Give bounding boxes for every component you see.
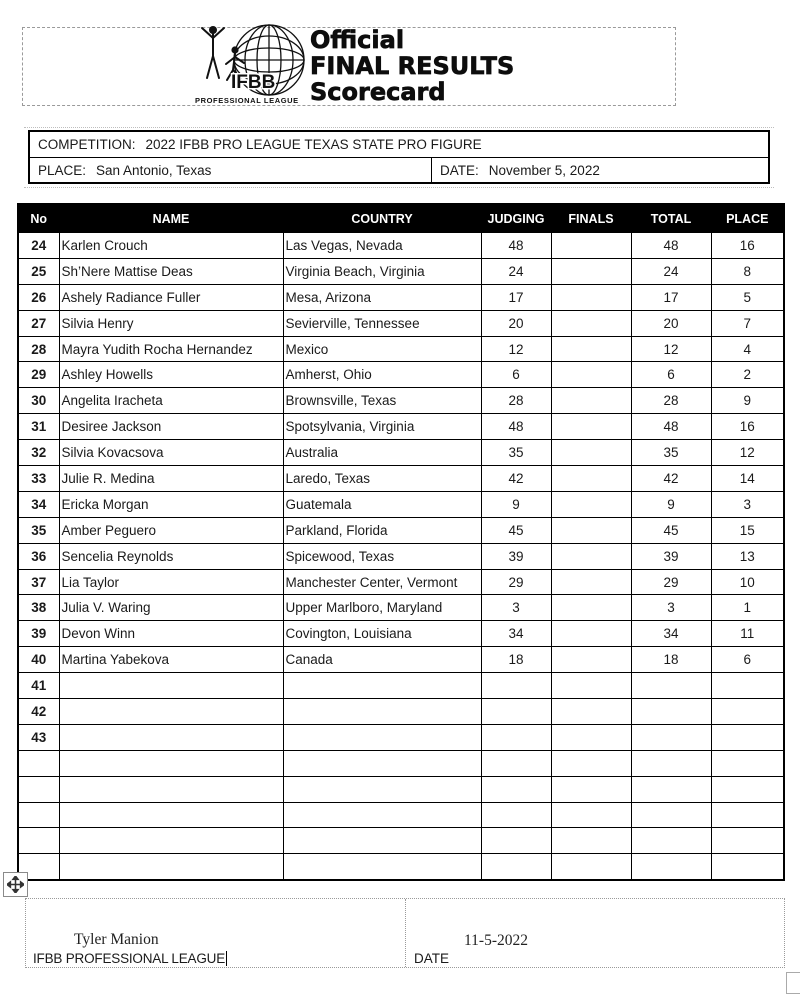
cell-no: 33 <box>18 466 59 492</box>
cell-finals <box>551 543 631 569</box>
cell-country <box>283 802 481 828</box>
cell-finals <box>551 776 631 802</box>
cell-judging: 48 <box>481 414 551 440</box>
cell-total <box>631 724 711 750</box>
cell-judging <box>481 673 551 699</box>
cell-country: Brownsville, Texas <box>283 388 481 414</box>
cell-finals <box>551 854 631 880</box>
cell-finals <box>551 440 631 466</box>
cell-finals <box>551 466 631 492</box>
cell-total: 48 <box>631 233 711 259</box>
cell-name <box>59 802 283 828</box>
cell-finals <box>551 284 631 310</box>
cell-total: 45 <box>631 517 711 543</box>
cell-finals <box>551 647 631 673</box>
cell-place: 10 <box>711 569 784 595</box>
cell-finals <box>551 724 631 750</box>
cell-name: Sh’Nere Mattise Deas <box>59 258 283 284</box>
cell-place <box>711 673 784 699</box>
cell-name <box>59 699 283 725</box>
cell-total: 6 <box>631 362 711 388</box>
footer-date-value: 11-5-2022 <box>464 932 528 949</box>
cell-no: 32 <box>18 440 59 466</box>
cell-judging: 34 <box>481 621 551 647</box>
cell-no <box>18 802 59 828</box>
place-value: San Antonio, Texas <box>96 162 212 178</box>
cell-place <box>711 854 784 880</box>
cell-finals <box>551 802 631 828</box>
title-line-1: Official <box>310 26 405 54</box>
cell-country: Mexico <box>283 336 481 362</box>
cell-total: 29 <box>631 569 711 595</box>
cell-name: Angelita Iracheta <box>59 388 283 414</box>
col-header-finals: FINALS <box>551 204 631 233</box>
cell-place: 5 <box>711 284 784 310</box>
competition-row <box>30 132 768 158</box>
cell-no: 26 <box>18 284 59 310</box>
cell-place <box>711 724 784 750</box>
cell-place: 1 <box>711 595 784 621</box>
cell-name <box>59 828 283 854</box>
table-row <box>18 647 784 673</box>
cell-total: 18 <box>631 647 711 673</box>
cell-judging: 42 <box>481 466 551 492</box>
cell-finals <box>551 621 631 647</box>
cell-total: 3 <box>631 595 711 621</box>
cell-place <box>711 776 784 802</box>
cell-finals <box>551 673 631 699</box>
cell-country: Las Vegas, Nevada <box>283 233 481 259</box>
signature-cell[interactable] <box>26 899 406 967</box>
table-row <box>18 233 784 259</box>
cell-place: 16 <box>711 414 784 440</box>
cell-finals <box>551 336 631 362</box>
cell-judging <box>481 854 551 880</box>
cell-name <box>59 750 283 776</box>
cell-place <box>711 828 784 854</box>
cell-finals <box>551 569 631 595</box>
cell-place: 3 <box>711 491 784 517</box>
cell-judging: 9 <box>481 491 551 517</box>
title-line-2: FINAL RESULTS <box>310 52 515 80</box>
competition-label: COMPETITION: <box>38 137 136 152</box>
cell-country: Spicewood, Texas <box>283 543 481 569</box>
cell-place: 2 <box>711 362 784 388</box>
cell-country: Upper Marlboro, Maryland <box>283 595 481 621</box>
cell-name: Karlen Crouch <box>59 233 283 259</box>
cell-country: Spotsylvania, Virginia <box>283 414 481 440</box>
place-cell <box>30 158 432 182</box>
cell-name: Devon Winn <box>59 621 283 647</box>
cell-total: 34 <box>631 621 711 647</box>
cell-judging <box>481 724 551 750</box>
cell-finals <box>551 414 631 440</box>
date-cell <box>432 158 768 182</box>
cell-name: Sencelia Reynolds <box>59 543 283 569</box>
cell-finals <box>551 699 631 725</box>
cell-name <box>59 724 283 750</box>
cell-name: Silvia Henry <box>59 310 283 336</box>
cell-total: 48 <box>631 414 711 440</box>
cell-total: 28 <box>631 388 711 414</box>
cell-no: 41 <box>18 673 59 699</box>
cell-place: 9 <box>711 388 784 414</box>
move-icon <box>7 876 24 893</box>
cell-no: 38 <box>18 595 59 621</box>
table-row <box>18 388 784 414</box>
cell-name: Ashley Howells <box>59 362 283 388</box>
competition-info-box <box>28 130 770 184</box>
cell-judging: 45 <box>481 517 551 543</box>
cell-judging: 12 <box>481 336 551 362</box>
cell-judging: 28 <box>481 388 551 414</box>
cell-name <box>59 673 283 699</box>
cell-place <box>711 750 784 776</box>
signature-name: Tyler Manion <box>74 931 159 948</box>
cell-no: 29 <box>18 362 59 388</box>
cell-finals <box>551 595 631 621</box>
text-boundary-guide-top <box>24 127 774 128</box>
cell-place: 11 <box>711 621 784 647</box>
cell-finals <box>551 491 631 517</box>
table-move-handle[interactable] <box>3 872 28 897</box>
table-row <box>18 724 784 750</box>
results-table <box>17 203 785 881</box>
cell-total <box>631 802 711 828</box>
cell-no: 43 <box>18 724 59 750</box>
cell-country: Guatemala <box>283 491 481 517</box>
cell-judging <box>481 776 551 802</box>
place-label: PLACE: <box>38 162 87 178</box>
cell-no: 31 <box>18 414 59 440</box>
cell-judging: 35 <box>481 440 551 466</box>
logo-suborg-text: PROFESSIONAL LEAGUE <box>195 96 299 105</box>
table-row <box>18 621 784 647</box>
cell-no: 27 <box>18 310 59 336</box>
cell-total <box>631 828 711 854</box>
cell-place: 12 <box>711 440 784 466</box>
document-title <box>310 27 514 105</box>
text-boundary-guide-bottom <box>24 187 774 188</box>
cell-judging: 18 <box>481 647 551 673</box>
text-cursor <box>226 951 227 966</box>
col-header-no: No <box>18 204 59 233</box>
cell-name: Desiree Jackson <box>59 414 283 440</box>
cell-name: Mayra Yudith Rocha Hernandez <box>59 336 283 362</box>
cell-country <box>283 828 481 854</box>
table-header-row <box>18 204 784 233</box>
cell-finals <box>551 517 631 543</box>
cell-total: 9 <box>631 491 711 517</box>
cell-no: 40 <box>18 647 59 673</box>
cell-no: 39 <box>18 621 59 647</box>
cell-no: 36 <box>18 543 59 569</box>
footer-date-cell[interactable] <box>406 899 784 967</box>
cell-country <box>283 776 481 802</box>
cell-place: 7 <box>711 310 784 336</box>
cell-finals <box>551 362 631 388</box>
cell-judging: 17 <box>481 284 551 310</box>
date-value: November 5, 2022 <box>488 162 600 178</box>
title-line-3: Scorecard <box>310 78 446 106</box>
cell-no <box>18 750 59 776</box>
cell-place: 4 <box>711 336 784 362</box>
competition-value: 2022 IFBB PRO LEAGUE TEXAS STATE PRO FIGURE <box>145 137 482 152</box>
cell-judging: 39 <box>481 543 551 569</box>
table-row <box>18 440 784 466</box>
cell-total: 17 <box>631 284 711 310</box>
cell-country <box>283 724 481 750</box>
table-row <box>18 284 784 310</box>
cell-place: 8 <box>711 258 784 284</box>
cell-no <box>18 828 59 854</box>
cell-judging: 6 <box>481 362 551 388</box>
cell-name: Silvia Kovacsova <box>59 440 283 466</box>
table-row <box>18 466 784 492</box>
cell-no: 42 <box>18 699 59 725</box>
table-row <box>18 543 784 569</box>
table-row <box>18 362 784 388</box>
signature-box <box>25 898 785 968</box>
cell-place: 16 <box>711 233 784 259</box>
cell-no: 35 <box>18 517 59 543</box>
cell-no: 37 <box>18 569 59 595</box>
cell-no: 28 <box>18 336 59 362</box>
table-row <box>18 699 784 725</box>
cell-place: 14 <box>711 466 784 492</box>
cell-name: Lia Taylor <box>59 569 283 595</box>
cell-country: Parkland, Florida <box>283 517 481 543</box>
cell-name: Julia V. Waring <box>59 595 283 621</box>
cell-total <box>631 673 711 699</box>
table-row <box>18 336 784 362</box>
col-header-country: COUNTRY <box>283 204 481 233</box>
cell-name: Ericka Morgan <box>59 491 283 517</box>
cell-country <box>283 673 481 699</box>
cell-judging: 24 <box>481 258 551 284</box>
table-row <box>18 673 784 699</box>
cell-no: 25 <box>18 258 59 284</box>
cell-place: 13 <box>711 543 784 569</box>
logo-ifbb-text: IFBB <box>231 72 276 93</box>
cell-judging: 20 <box>481 310 551 336</box>
cell-country <box>283 750 481 776</box>
cell-name <box>59 776 283 802</box>
cell-total: 12 <box>631 336 711 362</box>
cell-finals <box>551 828 631 854</box>
cell-judging: 29 <box>481 569 551 595</box>
cell-total <box>631 776 711 802</box>
table-row <box>18 595 784 621</box>
cell-total <box>631 699 711 725</box>
table-row <box>18 414 784 440</box>
cell-name: Ashely Radiance Fuller <box>59 284 283 310</box>
cell-name: Martina Yabekova <box>59 647 283 673</box>
cell-total: 42 <box>631 466 711 492</box>
cell-country: Sevierville, Tennessee <box>283 310 481 336</box>
cell-place <box>711 699 784 725</box>
cell-no: 34 <box>18 491 59 517</box>
cell-place: 6 <box>711 647 784 673</box>
cell-name <box>59 854 283 880</box>
table-row <box>18 854 784 880</box>
table-row <box>18 802 784 828</box>
table-resize-handle[interactable] <box>786 972 800 994</box>
cell-country: Laredo, Texas <box>283 466 481 492</box>
col-header-place: PLACE <box>711 204 784 233</box>
col-header-total: TOTAL <box>631 204 711 233</box>
cell-total <box>631 854 711 880</box>
cell-total: 24 <box>631 258 711 284</box>
cell-finals <box>551 233 631 259</box>
table-row <box>18 776 784 802</box>
footer-date-label: DATE <box>414 951 450 966</box>
cell-finals <box>551 388 631 414</box>
cell-total: 20 <box>631 310 711 336</box>
cell-country: Australia <box>283 440 481 466</box>
cell-place <box>711 802 784 828</box>
cell-no: 24 <box>18 233 59 259</box>
cell-finals <box>551 258 631 284</box>
cell-country: Mesa, Arizona <box>283 284 481 310</box>
cell-finals <box>551 750 631 776</box>
cell-total <box>631 750 711 776</box>
cell-finals <box>551 310 631 336</box>
table-row <box>18 517 784 543</box>
cell-country <box>283 699 481 725</box>
table-row <box>18 310 784 336</box>
table-row <box>18 750 784 776</box>
cell-judging: 48 <box>481 233 551 259</box>
cell-judging <box>481 802 551 828</box>
cell-judging <box>481 750 551 776</box>
cell-judging <box>481 828 551 854</box>
date-label: DATE: <box>440 162 479 178</box>
cell-total: 39 <box>631 543 711 569</box>
cell-no: 30 <box>18 388 59 414</box>
cell-country: Canada <box>283 647 481 673</box>
table-row <box>18 828 784 854</box>
cell-country: Amherst, Ohio <box>283 362 481 388</box>
table-row <box>18 258 784 284</box>
cell-judging: 3 <box>481 595 551 621</box>
cell-name: Amber Peguero <box>59 517 283 543</box>
ifbb-league-logo <box>183 20 311 108</box>
cell-place: 15 <box>711 517 784 543</box>
cell-name: Julie R. Medina <box>59 466 283 492</box>
table-row <box>18 569 784 595</box>
signature-org: IFBB PROFESSIONAL LEAGUE <box>33 951 226 966</box>
cell-country <box>283 854 481 880</box>
cell-total: 35 <box>631 440 711 466</box>
col-header-name: NAME <box>59 204 283 233</box>
cell-country: Virginia Beach, Virginia <box>283 258 481 284</box>
cell-judging <box>481 699 551 725</box>
cell-country: Covington, Louisiana <box>283 621 481 647</box>
table-row <box>18 491 784 517</box>
cell-no <box>18 776 59 802</box>
cell-country: Manchester Center, Vermont <box>283 569 481 595</box>
col-header-judging: JUDGING <box>481 204 551 233</box>
